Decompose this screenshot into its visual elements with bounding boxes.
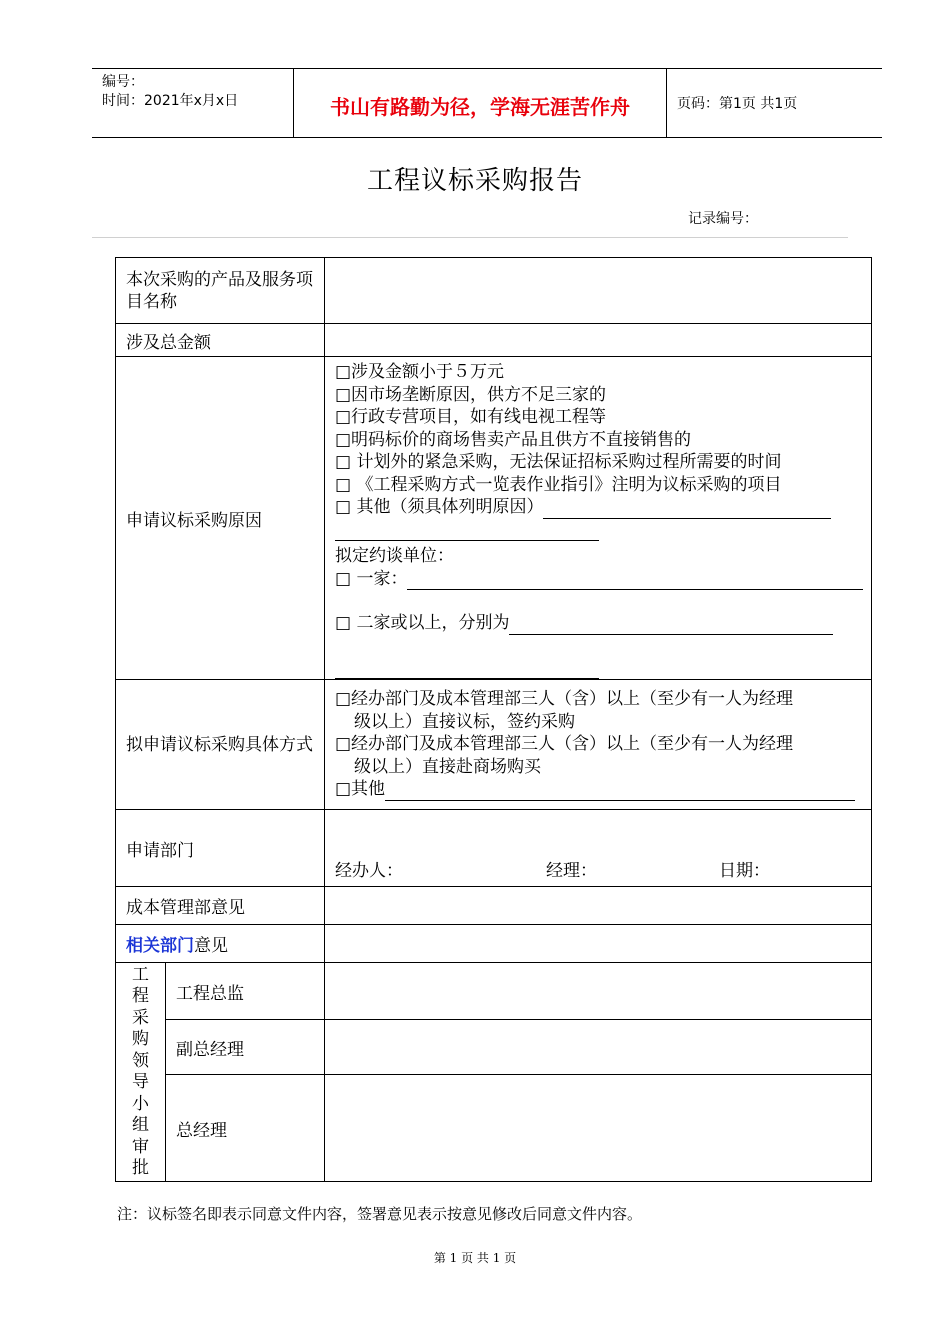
planned-units-label: 拟定约谈单位： (335, 546, 454, 566)
reason-other-continuation (335, 519, 861, 542)
gm-row (116, 1075, 872, 1182)
two-units-option[interactable] (335, 612, 861, 635)
cost-dept-row (116, 887, 872, 925)
dept-row (116, 810, 872, 887)
amount-row (116, 324, 872, 357)
header-meta (102, 73, 238, 111)
page-footer: 第 1 页 共 1 页 (433, 1251, 517, 1265)
dept-label: 申请部门 (116, 810, 325, 887)
related-dept-label (116, 925, 325, 963)
header-divider (666, 69, 667, 137)
deputy-field[interactable] (325, 1020, 872, 1075)
related-dept-suffix: 意见 (194, 936, 228, 956)
reason-option[interactable]: □明码标价的商场售卖产品且供方不直接销售的 (335, 429, 692, 450)
method-option-2[interactable]: □经办部门及成本管理部三人（含）以上（至少有一人为经理 (335, 734, 794, 754)
method-other-option[interactable] (335, 778, 861, 801)
director-label: 工程总监 (166, 963, 325, 1020)
reason-other-option[interactable] (335, 496, 861, 519)
two-units-label: □ 二家或以上，分别为 (335, 613, 510, 633)
deputy-row (116, 1020, 872, 1075)
handler-label[interactable]: 经办人： (335, 861, 403, 881)
cost-dept-label: 成本管理部意见 (116, 887, 325, 925)
gm-label: 总经理 (166, 1075, 325, 1182)
reason-option[interactable]: □涉及金额小于５万元 (335, 362, 505, 382)
procurement-form (115, 257, 872, 1182)
deputy-label: 副总经理 (166, 1020, 325, 1075)
method-options (325, 680, 872, 810)
header-page-info: 页码：第1页 共1页 (677, 96, 798, 112)
gm-field[interactable] (325, 1075, 872, 1182)
one-unit-label: □ 一家： (335, 568, 408, 589)
cost-dept-field[interactable] (325, 887, 872, 925)
two-units-line-2[interactable] (335, 660, 599, 679)
group-label-cell (116, 963, 166, 1182)
two-units-line[interactable] (509, 616, 833, 635)
method-option-1-cont: 级以上）直接议标，签约采购 (354, 711, 575, 732)
reason-other-label: □ 其他（须具体列明原因） (335, 497, 544, 517)
method-other-line[interactable] (385, 782, 855, 801)
reason-option[interactable]: □ 计划外的紧急采购，无法保证招标采购过程所需要的时间 (335, 452, 782, 472)
method-label: 拟申请议标采购具体方式 (116, 680, 325, 810)
amount-field[interactable] (325, 324, 872, 357)
page-header (92, 68, 882, 138)
footnote: 注：议标签名即表示同意文件内容，签署意见表示按意见修改后同意文件内容。 (117, 1205, 643, 1223)
reason-option[interactable]: □ 《工程采购方式一览表作业指引》注明为议标采购的项目 (335, 474, 782, 495)
product-row (116, 258, 872, 324)
method-other-label: □其他 (335, 779, 386, 799)
director-field[interactable] (325, 963, 872, 1020)
header-motto: 书山有路勤为径，学海无涯苦作舟 (330, 95, 630, 119)
code-label: 编号： (102, 74, 144, 90)
method-option-2-cont: 级以上）直接赴商场购买 (354, 756, 541, 777)
one-unit-line[interactable] (407, 571, 863, 590)
one-unit-option[interactable] (335, 568, 861, 591)
record-divider (92, 237, 848, 238)
amount-label: 涉及总金额 (116, 324, 325, 357)
page-title: 工程议标采购报告 (366, 166, 583, 196)
product-field[interactable] (325, 258, 872, 324)
method-option-1[interactable]: □经办部门及成本管理部三人（含）以上（至少有一人为经理 (335, 689, 794, 709)
reason-options (325, 357, 872, 680)
time-label: 时间：2021年x月x日 (102, 93, 239, 109)
related-dept-highlight: 相关部门 (126, 936, 194, 956)
reason-other-line-2[interactable] (335, 522, 599, 541)
signature-line (335, 860, 861, 882)
related-dept-row (116, 925, 872, 963)
product-label: 本次采购的产品及服务项目名称 (116, 258, 325, 324)
reason-row (116, 357, 872, 680)
manager-label[interactable]: 经理： (546, 861, 597, 881)
dept-signatures (325, 810, 872, 887)
two-units-continuation (335, 657, 861, 680)
group-label: 工程采购领导小组审批 (132, 964, 149, 1178)
director-row (116, 963, 872, 1020)
record-number-label: 记录编号： (688, 211, 758, 227)
date-label[interactable]: 日期： (719, 861, 770, 881)
related-dept-field[interactable] (325, 925, 872, 963)
reason-option[interactable]: □行政专营项目，如有线电视工程等 (335, 407, 607, 427)
reason-label: 申请议标采购原因 (116, 357, 325, 680)
reason-option[interactable]: □因市场垄断原因，供方不足三家的 (335, 384, 607, 405)
method-row (116, 680, 872, 810)
reason-other-line[interactable] (543, 500, 831, 519)
